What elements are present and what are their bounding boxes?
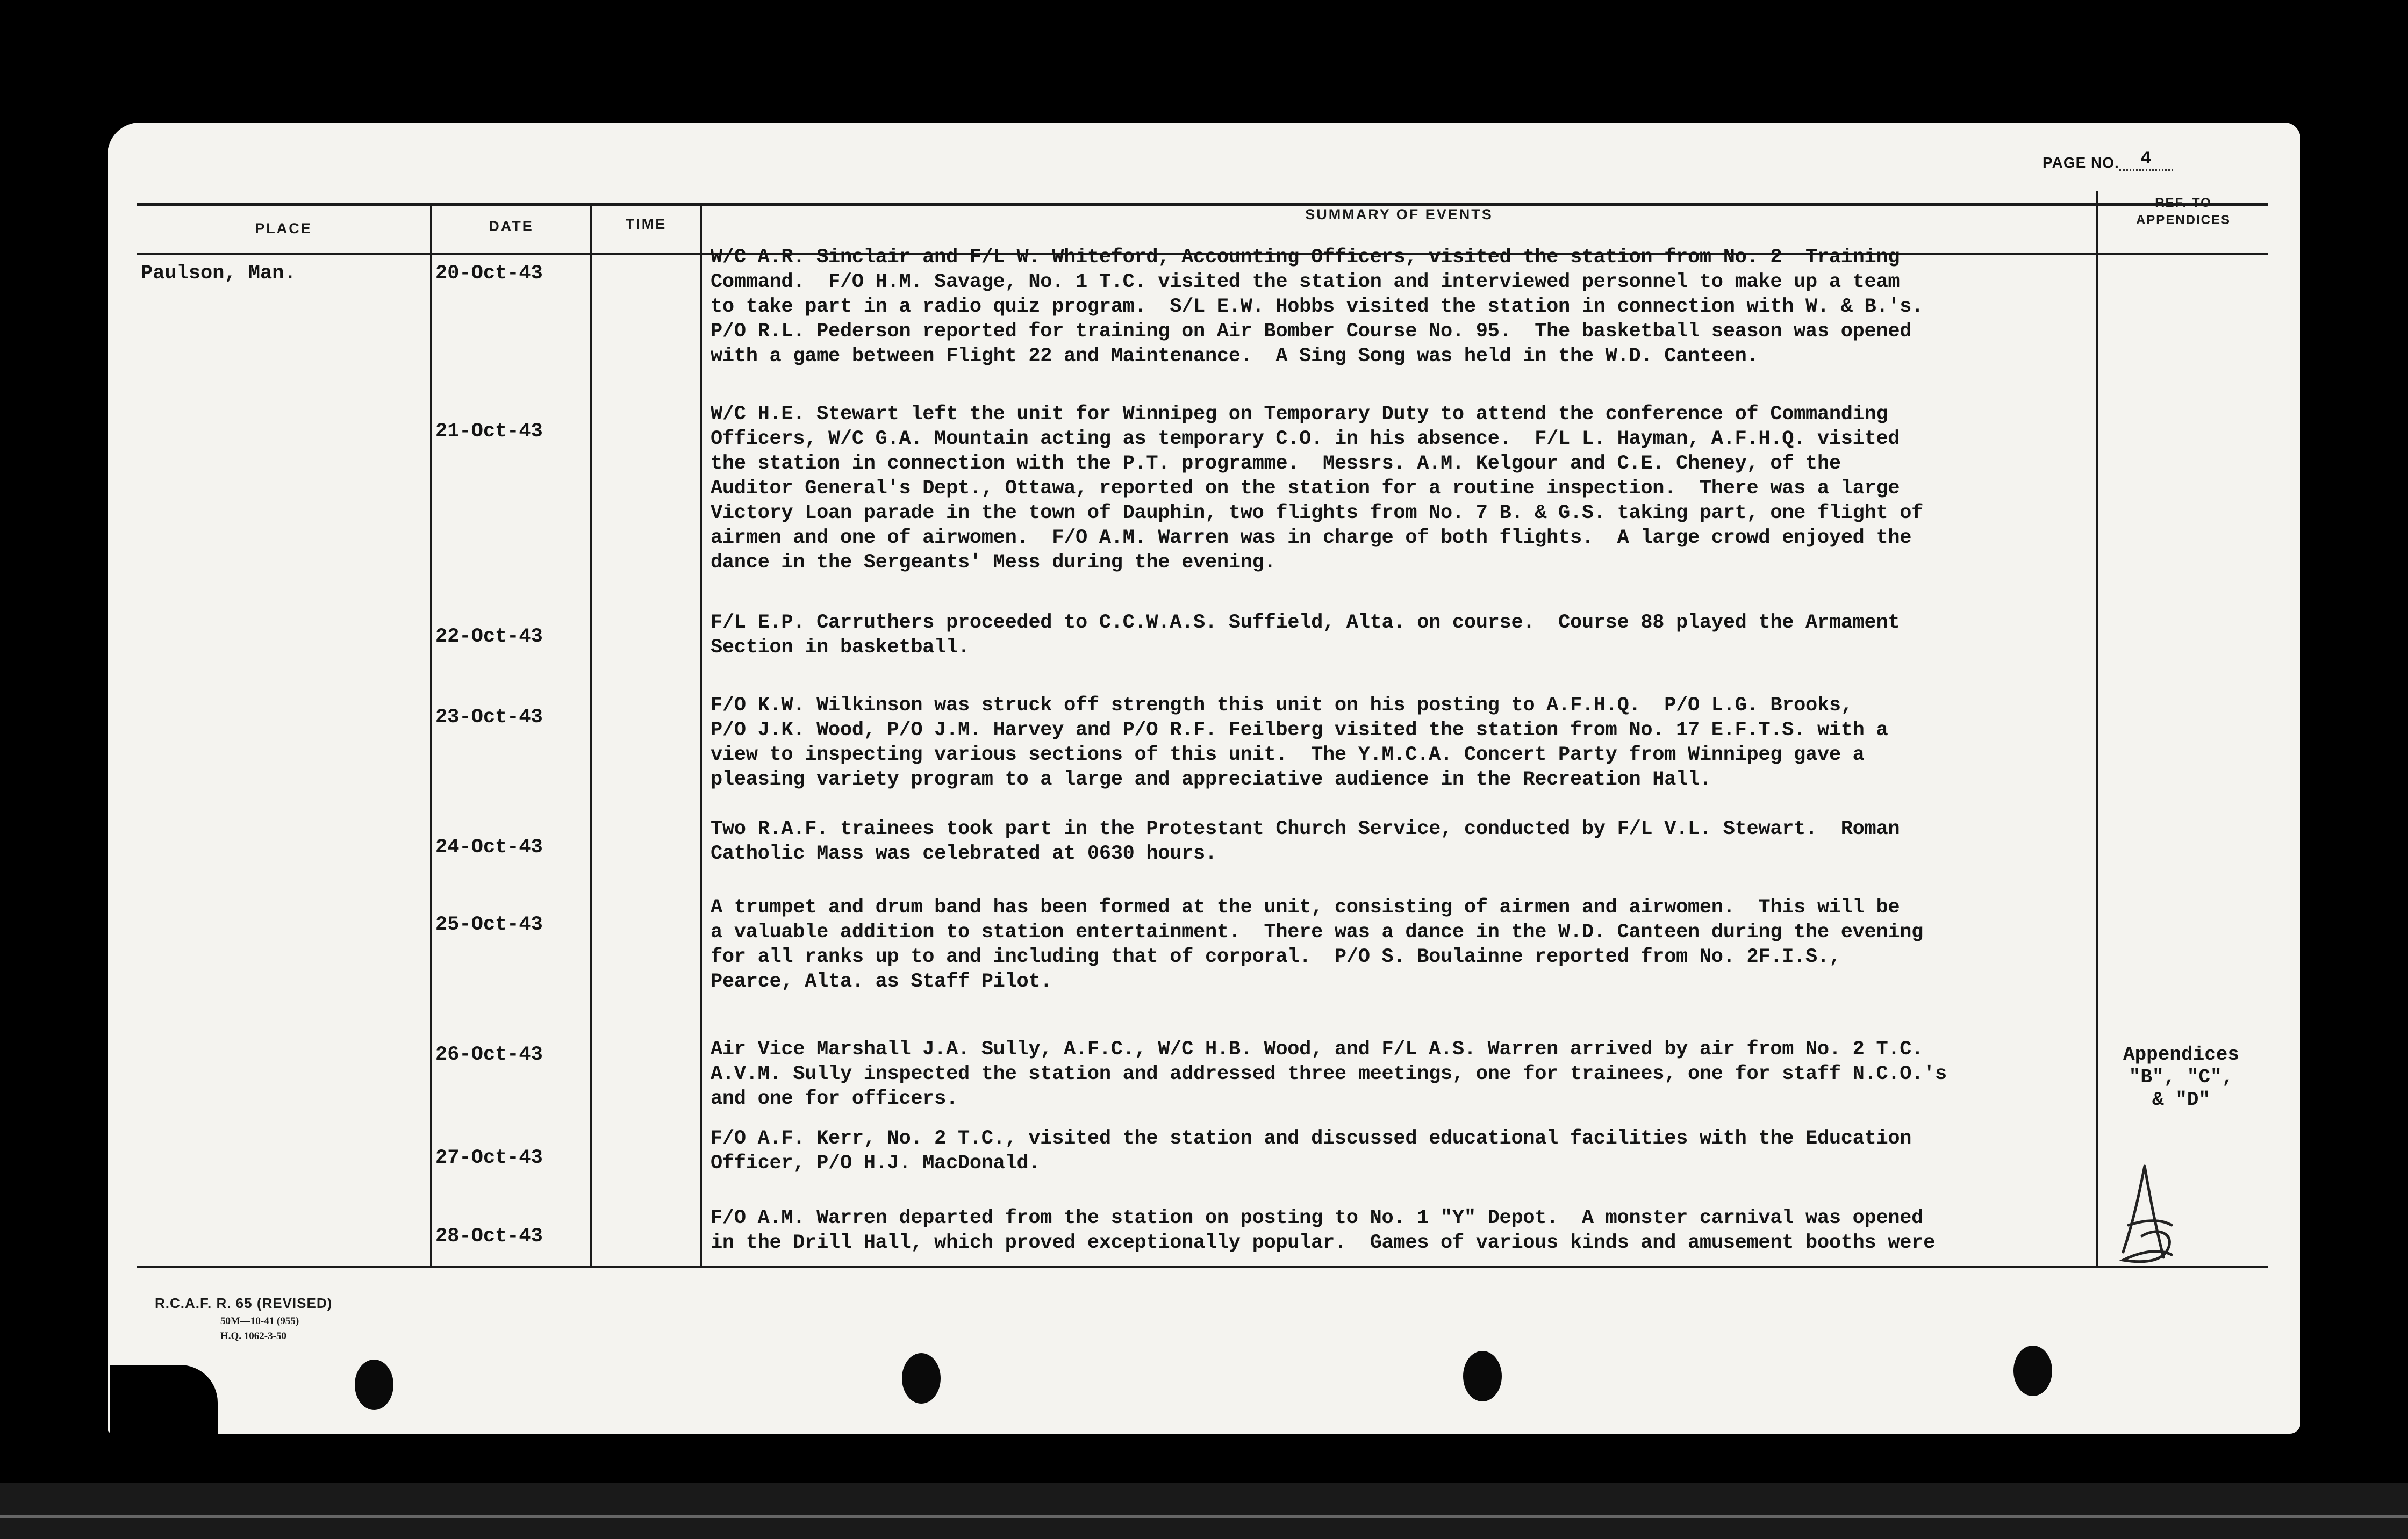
page-number	[2042, 149, 2173, 175]
header-ref-appendices	[2098, 195, 2268, 229]
summary-line: A.V.M. Sully inspected the station and addressed three meetings, one for trainees, one for staff N.C.O.'s	[711, 1063, 1947, 1085]
appendices-reference: Appendices "B", "C", & "D"	[2123, 1044, 2240, 1111]
header-place: PLACE	[255, 220, 312, 236]
header-ref-line1: REF. TO	[2155, 196, 2212, 210]
summary-line: P/O J.K. Wood, P/O J.M. Harvey and P/O R.F. Feilberg visited the station from No. 17 E.F.T.S. with a	[711, 719, 1888, 742]
form-print-run: 50M—10-41 (955)	[220, 1315, 299, 1327]
header-summary: SUMMARY OF EVENTS	[1305, 206, 1493, 222]
summary-line: Victory Loan parade in the town of Dauphin, two flights from No. 7 B. & G.S. taking part, one flight of	[711, 502, 1924, 524]
date-cell: 23-Oct-43	[435, 706, 543, 729]
place-cell: Paulson, Man.	[141, 262, 296, 285]
date-cell: 22-Oct-43	[435, 625, 543, 648]
summary-line: F/L E.P. Carruthers proceeded to C.C.W.A.S. Suffield, Alta. on course. Course 88 played the Armament	[711, 612, 1900, 634]
column-divider-date-time	[590, 203, 592, 1267]
page-number-label: PAGE NO.	[2042, 154, 2119, 171]
header-time: TIME	[625, 216, 667, 232]
summary-line: F/O K.W. Wilkinson was struck off strength this unit on his posting to A.F.H.Q. P/O L.G. Brooks,	[711, 694, 1853, 717]
summary-line: for all ranks up to and including that of corporal. P/O S. Boulainne reported from No. 2F.I.S.,	[711, 946, 1841, 968]
summary-line: in the Drill Hall, which proved exceptionally popular. Games of various kinds and amusement booths were	[711, 1232, 1935, 1254]
summary-line: Officer, P/O H.J. MacDonald.	[711, 1152, 1041, 1175]
table-top-rule	[137, 203, 2268, 206]
event-summary	[711, 1206, 2076, 1255]
punch-hole	[1463, 1351, 1502, 1401]
summary-line: the station in connection with the P.T. programme. Messrs. A.M. Kelgour and C.E. Cheney, of the	[711, 452, 1841, 475]
summary-line: Command. F/O H.M. Savage, No. 1 T.C. visited the station and interviewed personnel to make up a team	[711, 271, 1900, 293]
summary-line: Pearce, Alta. as Staff Pilot.	[711, 970, 1052, 993]
summary-line: view to inspecting various sections of this unit. The Y.M.C.A. Concert Party from Winnipeg gave a	[711, 744, 1865, 766]
date-cell: 25-Oct-43	[435, 914, 543, 936]
date-cell: 24-Oct-43	[435, 836, 543, 859]
summary-line: pleasing variety program to a large and appreciative audience in the Recreation Hall.	[711, 768, 1711, 791]
column-divider-summary-ref	[2096, 191, 2098, 1267]
summary-line: F/O A.M. Warren departed from the station on posting to No. 1 "Y" Depot. A monster carnival was opened	[711, 1207, 1924, 1229]
punch-hole	[902, 1353, 941, 1404]
summary-line: dance in the Sergeants' Mess during the evening.	[711, 551, 1276, 574]
punch-hole	[355, 1360, 393, 1410]
summary-line: Auditor General's Dept., Ottawa, reported on the station for a routine inspection. There was a large	[711, 477, 1900, 500]
summary-line: Air Vice Marshall J.A. Sully, A.F.C., W/C H.B. Wood, and F/L A.S. Warren arrived by air from No. 2 T.C.	[711, 1038, 1924, 1061]
summary-line: Officers, W/C G.A. Mountain acting as temporary C.O. in his absence. F/L L. Hayman, A.F.H.Q. visited	[711, 428, 1900, 450]
summary-line: W/C H.E. Stewart left the unit for Winnipeg on Temporary Duty to attend the conference of Commanding	[711, 403, 1888, 426]
event-summary	[711, 1126, 2076, 1176]
header-date: DATE	[489, 218, 534, 234]
event-summary	[711, 693, 2076, 792]
scan-bottom-strip	[0, 1483, 2408, 1539]
summary-line: Two R.A.F. trainees took part in the Protestant Church Service, conducted by F/L V.L. Stewart. Roman	[711, 818, 1900, 840]
column-divider-time-summary	[700, 203, 702, 1267]
form-hq-ref: H.Q. 1062-3-50	[220, 1331, 286, 1342]
summary-line: Section in basketball.	[711, 636, 970, 659]
date-cell: 21-Oct-43	[435, 420, 543, 443]
event-summary	[711, 245, 2076, 369]
event-summary	[711, 895, 2076, 994]
handwritten-initials	[2112, 1161, 2182, 1268]
column-divider-place-date	[430, 203, 432, 1267]
event-summary	[711, 610, 2076, 660]
date-cell: 27-Oct-43	[435, 1147, 543, 1169]
form-id: R.C.A.F. R. 65 (REVISED)	[155, 1295, 333, 1311]
summary-line: airmen and one of airwomen. F/O A.M. Warren was in charge of both flights. A large crowd enjoyed the	[711, 527, 1912, 549]
summary-line: and one for officers.	[711, 1088, 958, 1110]
summary-line: to take part in a radio quiz program. S/L E.W. Hobbs visited the station in connection with W. & B.'s.	[711, 296, 1924, 318]
event-summary	[711, 1037, 2076, 1111]
date-cell: 26-Oct-43	[435, 1044, 543, 1066]
summary-line: P/O R.L. Pederson reported for training on Air Bomber Course No. 95. The basketball season was opened	[711, 320, 1912, 343]
summary-line: with a game between Flight 22 and Maintenance. A Sing Song was held in the W.D. Canteen.	[711, 345, 1759, 368]
summary-line: a valuable addition to station entertainment. There was a dance in the W.D. Canteen during the evening	[711, 921, 1924, 944]
torn-corner	[110, 1365, 218, 1445]
summary-line: W/C A.R. Sinclair and F/L W. Whiteford, Accounting Officers, visited the station from No. 2 Training	[711, 246, 1900, 269]
summary-line: A trumpet and drum band has been formed at the unit, consisting of airmen and airwomen. This will be	[711, 896, 1900, 919]
summary-line: F/O A.F. Kerr, No. 2 T.C., visited the station and discussed educational facilities with the Education	[711, 1127, 1912, 1150]
date-cell: 20-Oct-43	[435, 262, 543, 285]
header-ref-line2: APPENDICES	[2135, 213, 2231, 227]
event-summary	[711, 817, 2076, 866]
date-cell: 28-Oct-43	[435, 1225, 543, 1248]
table-bottom-rule	[137, 1266, 2268, 1268]
event-summary	[711, 402, 2076, 575]
summary-line: Catholic Mass was celebrated at 0630 hours.	[711, 843, 1217, 865]
punch-hole	[2013, 1346, 2052, 1396]
page-number-value: 4	[2119, 149, 2173, 171]
